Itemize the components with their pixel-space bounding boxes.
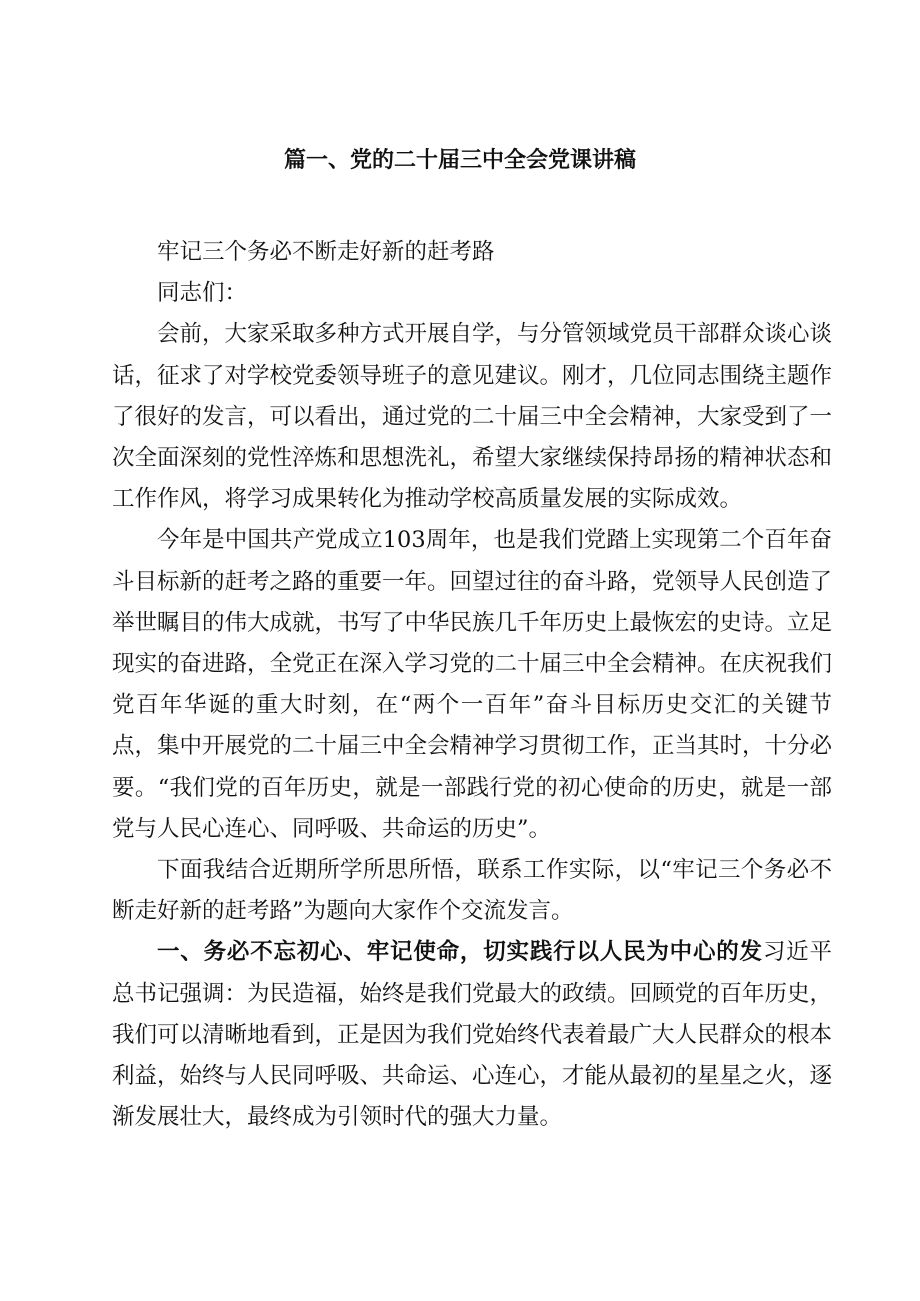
paragraph-anniversary: 今年是中国共产党成立103周年，也是我们党踏上实现第二个百年奋斗目标新的赶考之路的重要一年。回望过往的奋斗路，党领导人民创造了举世瞩目的伟大成就，书写了中华民族几千年历史上最恢宏的史诗。立足现实的奋进路，全党正在深入学习党的二十届三中全会精神。在庆祝我们党百年华诞的重大时刻，在“两个一百年”奋斗目标历史交汇的关键节点，集中开展党的二十届三中全会精神学习贯彻工作，正当其时，十分必要。“我们党的百年历史，就是一部践行党的初心使命的历史，就是一部党与人民心连心、同呼吸、共命运的历史”。 (112, 527, 833, 842)
document-title: 篇一、党的二十届三中全会党课讲稿 (283, 148, 636, 173)
document-body (112, 232, 832, 1138)
paragraph-topic: 下面我结合近期所学所思所悟，联系工作实际，以“牢记三个务必不断走好新的赶考路”为题向大家作个交流发言。 (112, 857, 832, 925)
paragraph-intro: 会前，大家采取多种方式开展自学，与分管领域党员干部群众谈心谈话，征求了对学校党委领导班子的意见建议。刚才，几位同志围绕主题作了很好的发言，可以看出，通过党的二十届三中全会精神，大家受到了一次全面深刻的党性淬炼和思想洗礼，希望大家继续保持昂扬的精神状态和工作作风，将学习成果转化为推动学校高质量发展的实际成效。 (112, 321, 833, 513)
speech-subtitle: 牢记三个务必不断走好新的赶考路 (157, 239, 495, 265)
greeting-line: 同志们： (157, 280, 248, 307)
section-one-paragraph (112, 932, 832, 1138)
section-one-text: 习近平总书记强调：为民造福，始终是我们党最大的政绩。回顾党的百年历史，我们可以清晰地看到，正是因为我们党始终代表着最广大人民群众的根本利益，始终与人民同呼吸、共命运、心连心，才能从最初的星星之火，逐渐发展壮大，最终成为引领时代的强大力量。 (112, 939, 833, 1131)
section-one-heading: 一、务必不忘初心、牢记使命，切实践行以人民为中心的发 (157, 939, 763, 966)
